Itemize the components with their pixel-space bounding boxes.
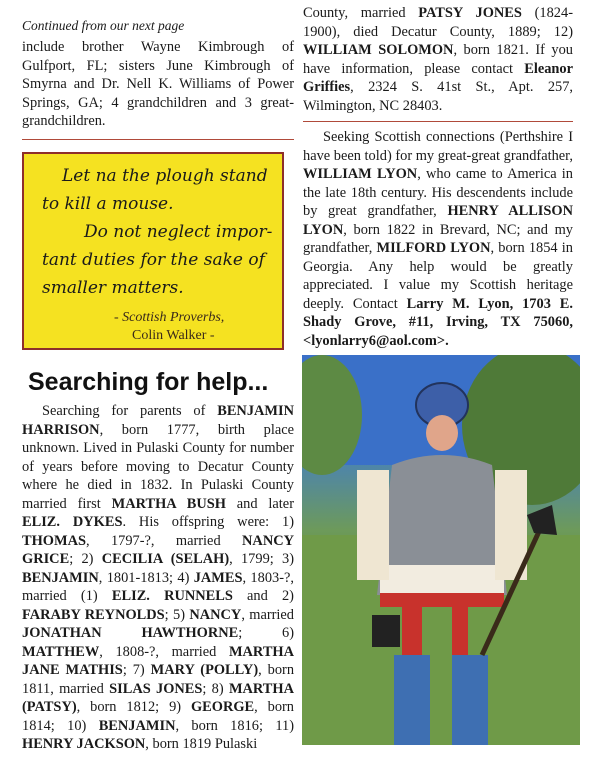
bold-name: HENRY JACKSON bbox=[22, 736, 146, 752]
bold-name: NANCY GRICE bbox=[22, 532, 294, 567]
bold-name: JONATHAN HAWTHORNE bbox=[22, 625, 239, 641]
bold-name: CECILIA (SELAH) bbox=[101, 551, 230, 567]
divider bbox=[22, 139, 294, 140]
right-column bbox=[303, 4, 573, 359]
search-body bbox=[22, 402, 294, 754]
right-paragraph-1: County, married PATSY JONES (1824-1900), died Decatur County, 1889; 12) WILLIAM SOLOMON, born 1821. If you have information, please contact Eleanor Griffies, 2324 S. 41st St., Apt. 257, Wilmington, NC 28403. bbox=[303, 5, 573, 114]
left-column bbox=[22, 14, 294, 140]
bold-name: Eleanor Griffies bbox=[303, 60, 573, 95]
continued-text: include brother Wayne Kimbrough of Gulfport, FL; sisters June Kimbrough of Smyrna and Dr. Nell K. Williams of Power Springs, GA; 4 grandchildren and 3 great-grandchildren. bbox=[22, 39, 294, 129]
bold-name: WILLIAM SOLOMON bbox=[303, 42, 454, 58]
divider bbox=[303, 121, 573, 122]
bold-name: JAMES bbox=[193, 569, 243, 586]
proverb-line: tant duties for the sake of bbox=[42, 250, 265, 270]
proverb-line: to kill a mouse. bbox=[42, 194, 174, 214]
bold-name: HENRY ALLISON LYON bbox=[303, 203, 573, 238]
bold-name: ELIZ. DYKES bbox=[22, 514, 123, 530]
bold-name: FARABY REYNOLDS bbox=[22, 606, 165, 623]
bold-name: MILFORD LYON bbox=[376, 240, 491, 256]
proverb-line: Let na the plough stand bbox=[62, 166, 268, 186]
knight-photo-illustration bbox=[302, 355, 580, 745]
right-paragraph-2: Seeking Scottish connections (Perthshire I have been told) for my great-great grandfather, WILLIAM LYON, who came to America in the late 18th century. His descendents include by great grandfather, HENRY ALLISON LYON, born 1822 in Brevard, NC; and my grandfather, MILFORD LYON, born 1854 in Georgia. Any help would be greatly appreciated. I value my Scottish heritage deeply. Contact Larry M. Lyon, 1703 E. Shady Grove, #11, Irving, TX 75060, <lyonlarry6@aol.com>. bbox=[303, 129, 574, 349]
search-paragraph: Searching for parents of BENJAMIN HARRISON, born 1777, birth place unknown. Lived in Pulaski County for number of years before moving to Decatur County where he died in 1832. In Pulaski County married first MARTHA BUSH and later ELIZ. DYKES. His offspring were: 1) THOMAS, 1797-?, married NANCY GRICE; 2) CECILIA (SELAH), 1799; 3) BENJAMIN, 1801-1813; 4) JAMES, 1803-?, married (1) ELIZ. RUNNELS and 2) FARABY REYNOLDS; 5) NANCY, married JONATHAN HAWTHORNE; 6) MATTHEW, 1808-?, married MARTHA JANE MATHIS; 7) MARY (POLLY), born 1811, married SILAS JONES; 8) MARTHA (PATSY), born 1812; 9) GEORGE, born 1814; 10) BENJAMIN, born 1816; 11) HENRY JACKSON, born 1819 Pulaski bbox=[22, 403, 295, 752]
proverb-box bbox=[22, 152, 284, 350]
bold-name: MARY (POLLY) bbox=[150, 662, 259, 678]
proverb-line: Do not neglect impor- bbox=[84, 222, 273, 242]
bold-name: Larry M. Lyon, 1703 E. Shady Grove, #11, Irving, TX 75060, <lyonlarry6@aol.com>. bbox=[303, 295, 574, 349]
proverb-line: smaller matters. bbox=[42, 278, 184, 298]
proverb-attribution: - Scottish Proverbs, bbox=[114, 310, 225, 325]
bold-name: BENJAMIN HARRISON bbox=[22, 403, 294, 438]
section-heading: Searching for help... bbox=[28, 368, 269, 396]
bold-name: MARTHA (PATSY) bbox=[22, 680, 294, 715]
knight-photo bbox=[302, 355, 580, 745]
bold-name: ELIZ. RUNNELS bbox=[111, 588, 233, 604]
bold-name: MATTHEW bbox=[22, 643, 100, 660]
bold-name: BENJAMIN bbox=[22, 569, 99, 586]
continued-label: Continued from our next page bbox=[22, 18, 185, 33]
bold-name: WILLIAM LYON bbox=[303, 166, 418, 182]
bold-name: NANCY bbox=[189, 606, 242, 623]
bold-name: SILAS JONES bbox=[109, 680, 203, 697]
bold-name: PATSY JONES bbox=[418, 5, 522, 21]
bold-name: MARTHA BUSH bbox=[111, 495, 226, 512]
bold-name: MARTHA JANE MATHIS bbox=[22, 643, 294, 678]
bold-name: BENJAMIN bbox=[98, 717, 176, 734]
proverb-author: Colin Walker - bbox=[132, 328, 215, 343]
bold-name: THOMAS bbox=[22, 532, 86, 549]
bold-name: GEORGE bbox=[190, 699, 255, 715]
